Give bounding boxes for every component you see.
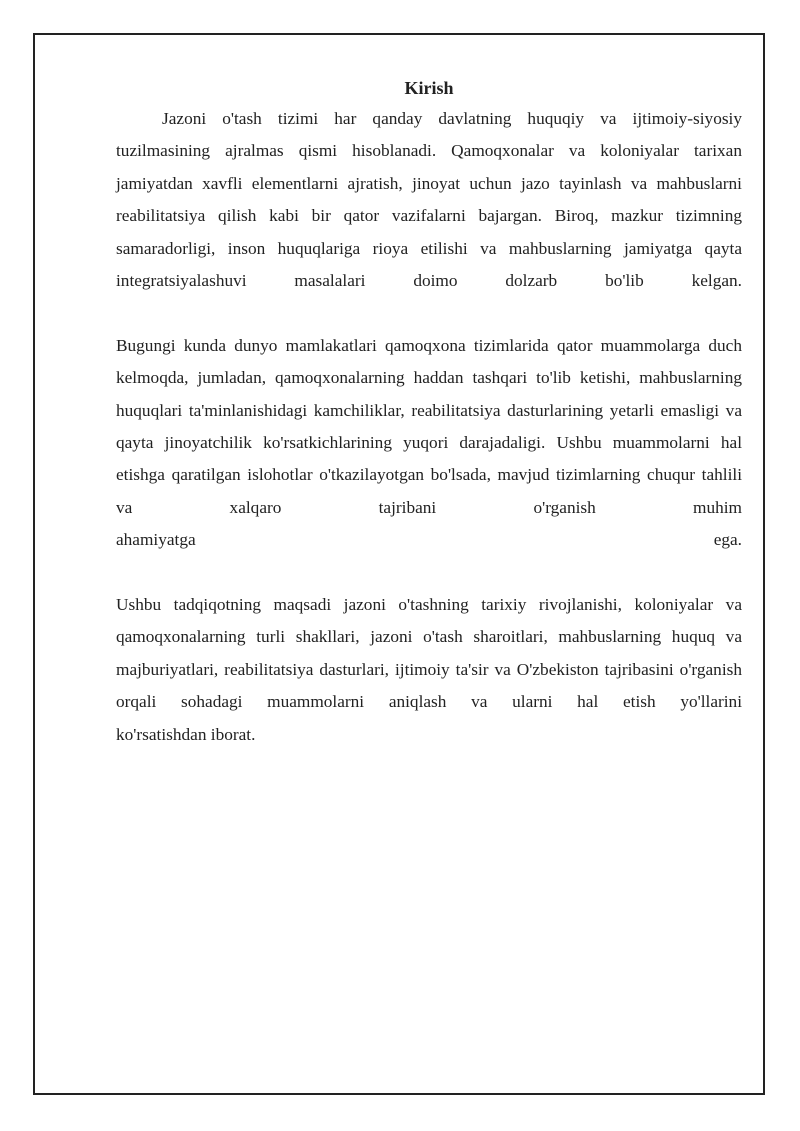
paragraph-intro: Jazoni o'tash tizimi har qanday davlatning huquqiy va ijtimoiy-siyosiy tuzilmasining ajralmas qismi hisoblanadi. Qamoqxonalar va koloniyalar tarixan jamiyatdan xavfli elementlarni ajratish, jinoyat uchun jazo tayinlash va mahbuslarni reabilitatsiya qilish kabi bir qator vazifalarni bajargan. Biroq, mazkur tizimning samaradorligi, inson huquqlariga rioya etilishi va mahbuslarning jamiyatga qayta integratsiyalashuvi masalalari doimo dolzarb bo'lib kelgan. bbox=[116, 109, 742, 291]
document-title: Kirish bbox=[404, 78, 454, 98]
paragraph-problems-last-line bbox=[116, 524, 742, 556]
paragraph-spacer bbox=[116, 557, 742, 589]
paragraph-problems: Bugungi kunda dunyo mamlakatlari qamoqxona tizimlarida qator muammolarga duch kelmoqda, jumladan, qamoqxonalarning haddan tashqari to'lib ketishi, mahbuslarning huquqlari ta'minlanishidagi kamchiliklar, reabilitatsiya dasturlarining yetarli emasligi va qayta jinoyatchilik ko'rsatkichlarining yuqori darajadaligi. Ushbu muammolarni hal etishga qaratilgan islohotlar o'tkazilayotgan bo'lsada, mavjud tizimlarning chuqur tahlili va xalqaro tajribani o'rganish muhim bbox=[116, 335, 742, 517]
paragraph-spacer bbox=[116, 297, 742, 329]
last-line-left-word: ahamiyatga bbox=[116, 530, 196, 550]
paragraph-goal: Ushbu tadqiqotning maqsadi jazoni o'tashning tarixiy rivojlanishi, koloniyalar va qamoqxonalarning turli shakllari, jazoni o'tash sharoitlari, mahbuslarning huquq va majburiyatlari, reabilitatsiya dasturlari, ijtimoiy ta'sir va O'zbekiston tajribasini o'rganish orqali sohadagi muammolarni aniqlash va ularni hal etish yo'llarini bbox=[116, 595, 742, 712]
last-line-right-word: ega. bbox=[713, 530, 742, 550]
document-body bbox=[116, 75, 742, 751]
paragraph-goal-last-line: ko'rsatishdan iborat. bbox=[116, 724, 256, 744]
